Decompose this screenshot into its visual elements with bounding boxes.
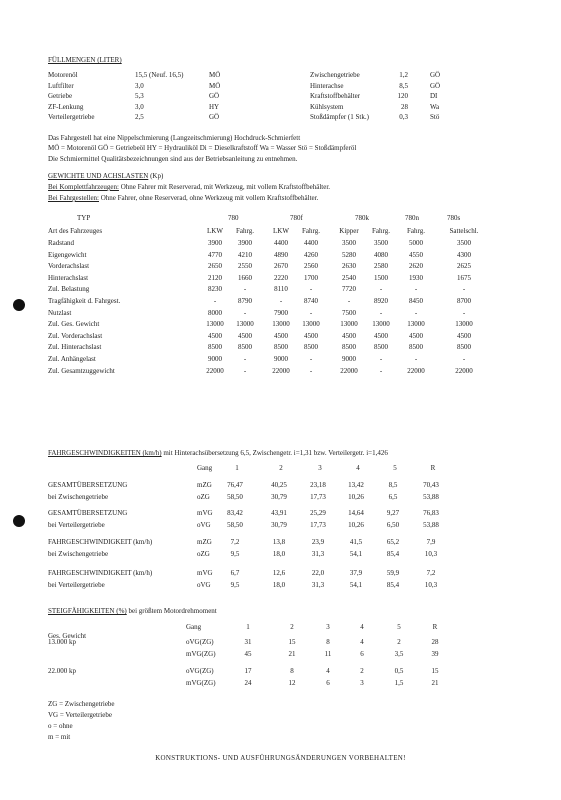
- speed-cell: 9,27: [386, 509, 400, 517]
- climb-gear-header: 1: [246, 623, 250, 631]
- weights-cell: 2550: [238, 262, 252, 271]
- weights-cell: 8920: [374, 297, 388, 305]
- climb-gang-label: Gang: [186, 623, 202, 631]
- weights-cell: 4890: [274, 250, 288, 259]
- fill-left-value: 3,0: [135, 81, 144, 90]
- climb-cell: 12: [288, 679, 296, 687]
- fill-left-code: MÖ: [209, 71, 221, 79]
- speed-cell: 54,1: [349, 581, 363, 589]
- weights-cell: -: [462, 308, 466, 317]
- fill-left-label: ZF-Lenkung: [48, 102, 84, 111]
- speed-group-subtitle: bei Zwischengetriebe: [48, 550, 109, 558]
- fill-right-value: 120: [397, 92, 408, 100]
- weights-cell: 22000: [272, 366, 290, 375]
- speed-cell: 31,3: [311, 550, 325, 558]
- speed-code: oVG: [197, 581, 211, 589]
- speed-cell: 25,29: [310, 509, 326, 517]
- speed-heading: [48, 449, 388, 458]
- weights-cell: -: [379, 366, 383, 375]
- fill-right-code: GÖ: [430, 81, 441, 90]
- speed-cell: 30,79: [271, 493, 287, 501]
- climb-cell: 21: [288, 650, 296, 658]
- fill-right-label: Kraftstoffbehälter: [310, 92, 361, 100]
- climb-gear-header: 2: [290, 623, 294, 631]
- weights-cell: 4500: [409, 331, 423, 340]
- weights-cell: -: [213, 297, 217, 305]
- speed-cell: 23,18: [310, 481, 326, 489]
- speed-cell: 17,73: [310, 521, 326, 529]
- speed-cell: 18,0: [272, 550, 286, 558]
- weights-cell: 5000: [409, 239, 423, 247]
- weights-cell: -: [462, 355, 466, 363]
- speed-cell: 58,50: [227, 493, 243, 501]
- speed-cell: 59,9: [386, 569, 400, 577]
- fill-right-label: Kühlsystem: [310, 102, 344, 111]
- speed-code: oZG: [197, 493, 210, 501]
- speed-gear-header: 1: [235, 464, 239, 472]
- weights-cell: 3500: [457, 239, 471, 247]
- climb-cell: 4: [326, 667, 330, 675]
- weights-cell: -: [379, 285, 383, 294]
- speed-cell: 18,0: [272, 581, 286, 589]
- climb-cell: 39: [431, 650, 439, 658]
- weights-cell: 2580: [374, 262, 388, 271]
- legend-o: o = ohne: [48, 722, 73, 730]
- fill-right-label: Zwischengetriebe: [310, 71, 360, 79]
- climb-cell: 17: [244, 667, 252, 675]
- sub-header: Fahrg.: [372, 227, 390, 235]
- speed-cell: 31,3: [311, 581, 325, 589]
- speed-cell: 83,42: [227, 509, 243, 517]
- weights-cell: 2220: [274, 273, 288, 282]
- weights-cell: 13000: [455, 320, 473, 329]
- fill-left-label: Motorenöl: [48, 71, 78, 79]
- speed-gear-header: R: [430, 464, 436, 472]
- row-header: Art des Fahrzeuges: [48, 227, 103, 235]
- weights-cell: 13000: [206, 320, 224, 329]
- weights-cell: 8790: [238, 297, 252, 305]
- fill-right-value: 8,5: [399, 81, 408, 90]
- weights-cell: -: [347, 297, 351, 305]
- weights-cell: 4770: [208, 250, 222, 259]
- weights-cell: 2620: [409, 262, 423, 271]
- speed-group-title: GESAMTÜBERSETZUNG: [48, 481, 128, 489]
- weights-cell: 4260: [304, 250, 318, 259]
- fill-left-label: Luftfilter: [48, 81, 74, 90]
- weights-cell: 4500: [274, 331, 288, 340]
- fill-left-code: MÖ: [209, 81, 221, 90]
- climb-cell: 6: [360, 650, 364, 658]
- speed-gear-header: 2: [279, 464, 283, 472]
- weights-cell: -: [379, 355, 383, 363]
- type-header: 780n: [405, 214, 419, 222]
- weights-cell: 2670: [274, 262, 288, 271]
- speed-cell: 41,5: [349, 538, 363, 546]
- weights-row-label: Radstand: [48, 239, 75, 247]
- weights-cell: -: [279, 297, 283, 305]
- climb-gear-header: 3: [326, 623, 330, 631]
- type-header: 780s: [447, 214, 461, 222]
- speed-cell: 53,88: [423, 521, 439, 529]
- chassis-label: Bei Fahrgestellen:: [48, 194, 99, 202]
- speed-cell: 22,0: [311, 569, 325, 577]
- punch-hole-top: [13, 299, 25, 311]
- fill-left-code: GÖ: [209, 92, 220, 100]
- speed-group-subtitle: bei Verteilergetriebe: [48, 581, 105, 589]
- speed-cell: 85,4: [386, 550, 400, 558]
- sub-header: Sattelschl.: [449, 227, 479, 235]
- weights-row-label: Vorderachslast: [48, 262, 90, 271]
- weights-row-label: Zul. Hinterachslast: [48, 343, 102, 352]
- sub-header: LKW: [273, 227, 289, 235]
- legend-zg: ZG = Zwischengetriebe: [48, 700, 115, 708]
- legend-m: m = mit: [48, 733, 71, 741]
- fill-left-code: HY: [209, 102, 220, 111]
- climb-weight: 22.000 kp: [48, 667, 76, 675]
- weights-cell: 3900: [208, 239, 222, 247]
- fill-right-label: Stoßdämpfer (1 Stk.): [310, 113, 369, 121]
- weights-cell: 8500: [457, 343, 471, 352]
- weights-heading: [48, 172, 163, 181]
- weights-cell: 4500: [342, 331, 356, 340]
- fill-right-value: 0,3: [399, 113, 408, 121]
- speed-cell: 10,26: [348, 521, 364, 529]
- speed-group-title: FAHRGESCHWINDIGKEIT (km/h): [48, 538, 153, 546]
- weights-cell: 13000: [302, 320, 320, 329]
- weights-cell: -: [414, 285, 418, 294]
- weights-cell: 8500: [238, 343, 252, 352]
- climb-gear-header: 5: [397, 623, 401, 631]
- speed-cell: 54,1: [349, 550, 363, 558]
- speed-cell: 85,4: [386, 581, 400, 589]
- weights-cell: 22000: [455, 366, 473, 375]
- speed-cell: 65,2: [386, 538, 400, 546]
- speed-cell: 7,2: [230, 538, 240, 546]
- speed-cell: 76,47: [227, 481, 243, 489]
- fill-left-value: 5,3: [135, 92, 144, 100]
- weights-cell: 2540: [342, 273, 356, 282]
- weights-cell: -: [309, 308, 313, 317]
- speed-cell: 9,5: [230, 581, 240, 589]
- climb-heading: [48, 607, 217, 616]
- type-header: 780k: [355, 214, 369, 222]
- weights-cell: 4500: [238, 331, 252, 340]
- speed-code: mZG: [197, 481, 212, 489]
- speed-cell: 70,43: [423, 481, 439, 489]
- weights-cell: 1930: [409, 273, 423, 282]
- footer-note: KONSTRUKTIONS- UND AUSFÜHRUNGSÄNDERUNGEN VORBEHALTEN!: [155, 754, 406, 762]
- weights-cell: 7720: [342, 285, 356, 294]
- speed-cell: 6,50: [386, 521, 400, 529]
- weights-cell: 2560: [304, 262, 318, 271]
- weights-cell: -: [414, 355, 418, 363]
- weights-cell: 4400: [274, 239, 288, 247]
- speed-code: mVG: [197, 569, 213, 577]
- climb-cell: 11: [324, 650, 332, 658]
- climb-cell: 2: [397, 638, 401, 646]
- fill-right-value: 1,2: [399, 71, 408, 79]
- sub-header: Fahrg.: [302, 227, 320, 235]
- speed-cell: 10,3: [424, 581, 438, 589]
- weights-cell: 13000: [236, 320, 254, 329]
- weights-cell: -: [379, 308, 383, 317]
- speed-heading-tail: mit Hinterachsübersetzung 6,5, Zwischengetr. i=1,31 bzw. Verteilergetr. i=1,426: [161, 449, 388, 457]
- type-header: 780f: [290, 214, 303, 222]
- speed-code: mVG: [197, 509, 213, 517]
- fill-note-1: Das Fahrgestell hat eine Nippelschmierung (Langzeitschmierung) Hochdruck-Schmierfett: [48, 134, 301, 142]
- climb-weight: 13.000 kp: [48, 638, 76, 646]
- weights-cell: 3500: [342, 239, 356, 247]
- speed-group-title: GESAMTÜBERSETZUNG: [48, 509, 128, 517]
- weights-cell: 4500: [304, 331, 318, 340]
- climb-heading-text: STEIGFÄHIGKEITEN (%): [48, 607, 127, 615]
- weights-cell: 1500: [374, 273, 388, 282]
- speed-cell: 76,83: [423, 509, 439, 517]
- fill-left-value: 3,0: [135, 102, 144, 111]
- weights-row-label: Zul. Ges. Gewicht: [48, 320, 100, 329]
- climb-cell: 15: [431, 667, 439, 675]
- weights-cell: 8500: [374, 343, 388, 352]
- weights-cell: 1700: [304, 273, 318, 282]
- speed-gear-header: 4: [356, 464, 360, 472]
- speed-cell: 7,2: [426, 569, 436, 577]
- weights-cell: -: [243, 308, 247, 317]
- speed-cell: 37,9: [349, 569, 363, 577]
- sub-header: LKW: [207, 227, 223, 235]
- weights-cell: 4500: [374, 331, 388, 340]
- weights-cell: 9000: [208, 355, 222, 363]
- weights-row-label: Zul. Vorderachslast: [48, 331, 103, 340]
- speed-group-title: FAHRGESCHWINDIGKEIT (km/h): [48, 569, 153, 577]
- weights-cell: -: [309, 366, 313, 375]
- weights-cell: -: [309, 285, 313, 294]
- climb-cell: 31: [244, 638, 252, 646]
- climb-cell: 6: [326, 679, 330, 687]
- climb-cell: 3: [360, 679, 364, 687]
- punch-hole-bottom: [13, 515, 25, 527]
- fill-right-value: 28: [401, 102, 408, 111]
- weights-complete-note: [48, 183, 330, 192]
- complete-text: Ohne Fahrer mit Reserverad, mit Werkzeug, mit vollem Kraftstoffbehälter.: [118, 183, 331, 191]
- weights-cell: 8740: [304, 297, 318, 305]
- type-header: 780: [228, 214, 239, 222]
- climb-weight-label: Ges. Gewicht: [48, 632, 87, 640]
- climb-cell: 8: [326, 638, 330, 646]
- weights-cell: 4400: [304, 239, 318, 247]
- speed-cell: 40,25: [271, 481, 287, 489]
- weights-row-label: Eigengewicht: [48, 250, 87, 259]
- weights-cell: 4210: [238, 250, 252, 259]
- weights-cell: -: [309, 355, 313, 363]
- climb-cell: 28: [431, 638, 439, 646]
- climb-code: oVG(ZG): [186, 667, 214, 675]
- weights-cell: -: [243, 285, 247, 294]
- climb-cell: 3,5: [394, 650, 404, 658]
- speed-cell: 13,42: [348, 481, 364, 489]
- complete-label: Bei Komplettfahrzeugen:: [48, 183, 119, 191]
- speed-cell: 6,7: [230, 569, 240, 577]
- weights-cell: 8500: [342, 343, 356, 352]
- weights-cell: 2625: [457, 262, 471, 271]
- speed-cell: 12,6: [272, 569, 286, 577]
- speed-cell: 9,5: [230, 550, 240, 558]
- weights-cell: 1660: [238, 273, 252, 282]
- weights-row-label: Zul. Belastung: [48, 285, 90, 294]
- fill-right-label: Hinterachse: [310, 81, 344, 90]
- weights-cell: 4080: [374, 250, 388, 259]
- fill-right-code: DI: [430, 92, 438, 100]
- climb-cell: 0,5: [394, 667, 404, 675]
- weights-cell: -: [414, 308, 418, 317]
- weights-cell: 5280: [342, 250, 356, 259]
- speed-cell: 10,3: [424, 550, 438, 558]
- climb-cell: 45: [244, 650, 252, 658]
- speed-gang-label: Gang: [197, 464, 213, 472]
- legend-vg: VG = Verteilergetriebe: [48, 711, 112, 719]
- weights-cell: 9000: [274, 355, 288, 363]
- climb-gear-header: R: [432, 623, 438, 631]
- weights-heading-unit: (Kp): [148, 172, 164, 180]
- weights-cell: 7900: [274, 308, 288, 317]
- speed-code: oVG: [197, 521, 211, 529]
- weights-cell: 4500: [208, 331, 222, 340]
- weights-cell: 8450: [409, 297, 423, 305]
- weights-row-label: Hinterachslast: [48, 273, 89, 282]
- weights-cell: 8500: [409, 343, 423, 352]
- weights-cell: -: [462, 285, 466, 294]
- weights-cell: 8000: [208, 308, 222, 317]
- climb-cell: 1,5: [394, 679, 404, 687]
- speed-code: oZG: [197, 550, 210, 558]
- weights-cell: 7500: [342, 308, 356, 317]
- speed-cell: 58,50: [227, 521, 243, 529]
- sub-header: Fahrg.: [236, 227, 254, 235]
- climb-cell: 8: [290, 667, 294, 675]
- fill-left-value: 15,5 (Neuf. 16,5): [135, 71, 184, 79]
- climb-cell: 4: [360, 638, 364, 646]
- weights-cell: 9000: [342, 355, 356, 363]
- sub-header: Kipper: [339, 227, 359, 235]
- weights-cell: 1675: [457, 273, 471, 282]
- weights-cell: 22000: [407, 366, 425, 375]
- fill-left-value: 2,5: [135, 113, 144, 121]
- speed-cell: 10,26: [348, 493, 364, 501]
- fill-left-code: GÖ: [209, 113, 220, 121]
- chassis-text: Ohne Fahrer, ohne Reserverad, ohne Werkzeug mit vollem Kraftstoffbehälter.: [99, 194, 319, 202]
- weights-cell: 2120: [208, 273, 222, 282]
- speed-group-subtitle: bei Verteilergetriebe: [48, 521, 105, 529]
- climb-code: oVG(ZG): [186, 638, 214, 646]
- fill-left-label: Getriebe: [48, 92, 73, 100]
- speed-heading-text: FAHRGESCHWINDIGKEITEN (km/h): [48, 449, 162, 457]
- weights-chassis-note: [48, 194, 318, 203]
- weights-cell: -: [243, 366, 247, 375]
- speed-cell: 53,88: [423, 493, 439, 501]
- speed-cell: 14,64: [348, 509, 364, 517]
- weights-cell: 8500: [304, 343, 318, 352]
- fill-note-3: Die Schmiermittel Qualitätsbezeichnungen sind aus der Betriebsanleitung zu entnehmen.: [48, 155, 298, 163]
- speed-cell: 43,91: [271, 509, 287, 517]
- weights-cell: 13000: [407, 320, 425, 329]
- speed-group-subtitle: bei Zwischengetriebe: [48, 493, 109, 501]
- fill-left-label: Verteilergetriebe: [48, 113, 95, 121]
- speed-cell: 7,9: [426, 538, 436, 546]
- speed-cell: 6,5: [388, 493, 398, 501]
- climb-cell: 24: [244, 679, 252, 687]
- speed-cell: 17,73: [310, 493, 326, 501]
- weights-cell: 4500: [457, 331, 471, 340]
- fill-heading: FÜLLMENGEN (LITER): [48, 56, 122, 64]
- speed-cell: 30,79: [271, 521, 287, 529]
- speed-gear-header: 3: [318, 464, 322, 472]
- typ-label: TYP: [77, 214, 91, 222]
- speed-gear-header: 5: [393, 464, 397, 472]
- fill-right-code: Wa: [430, 102, 440, 111]
- weights-heading-text: GEWICHTE UND ACHSLASTEN: [48, 172, 149, 180]
- weights-cell: 13000: [340, 320, 358, 329]
- weights-cell: 8110: [274, 285, 288, 294]
- weights-cell: 4550: [409, 250, 423, 259]
- weights-row-label: Tragfähigkeit d. Fahrgest.: [48, 297, 121, 305]
- weights-row-label: Nutzlast: [48, 308, 72, 317]
- weights-row-label: Zul. Gesamtzuggewicht: [48, 366, 115, 375]
- weights-cell: 2650: [208, 262, 222, 271]
- climb-code: mVG(ZG): [186, 650, 216, 658]
- fill-right-code: GÖ: [430, 71, 441, 79]
- climb-code: mVG(ZG): [186, 679, 216, 687]
- climb-heading-tail: bei größtem Motordrehmoment: [126, 607, 217, 615]
- fill-right-code: Stö: [430, 113, 440, 121]
- climb-cell: 15: [288, 638, 296, 646]
- weights-cell: -: [243, 355, 247, 363]
- weights-cell: 8700: [457, 297, 471, 305]
- weights-cell: 22000: [206, 366, 224, 375]
- speed-cell: 23,9: [311, 538, 325, 546]
- weights-row-label: Zul. Anhängelast: [48, 355, 96, 363]
- climb-gear-header: 4: [360, 623, 364, 631]
- weights-cell: 13000: [272, 320, 290, 329]
- weights-cell: 4300: [457, 250, 471, 259]
- weights-cell: 22000: [340, 366, 358, 375]
- speed-cell: 8,5: [388, 481, 398, 489]
- weights-cell: 13000: [372, 320, 390, 329]
- climb-cell: 21: [431, 679, 439, 687]
- weights-cell: 8500: [208, 343, 222, 352]
- weights-cell: 2630: [342, 262, 356, 271]
- speed-code: mZG: [197, 538, 212, 546]
- speed-cell: 13,8: [272, 538, 286, 546]
- weights-cell: 8500: [274, 343, 288, 352]
- fill-note-2: MÖ = Motorenöl GÖ = Getriebeöl HY = Hydrauliköl Di = Dieselkraftstoff Wa = Wasser Stö = Stoßdämpferöl: [48, 144, 357, 152]
- sub-header: Fahrg.: [407, 227, 425, 235]
- weights-cell: 3500: [374, 239, 388, 247]
- climb-cell: 2: [360, 667, 364, 675]
- weights-cell: 3900: [238, 239, 252, 247]
- weights-cell: 8230: [208, 285, 222, 294]
